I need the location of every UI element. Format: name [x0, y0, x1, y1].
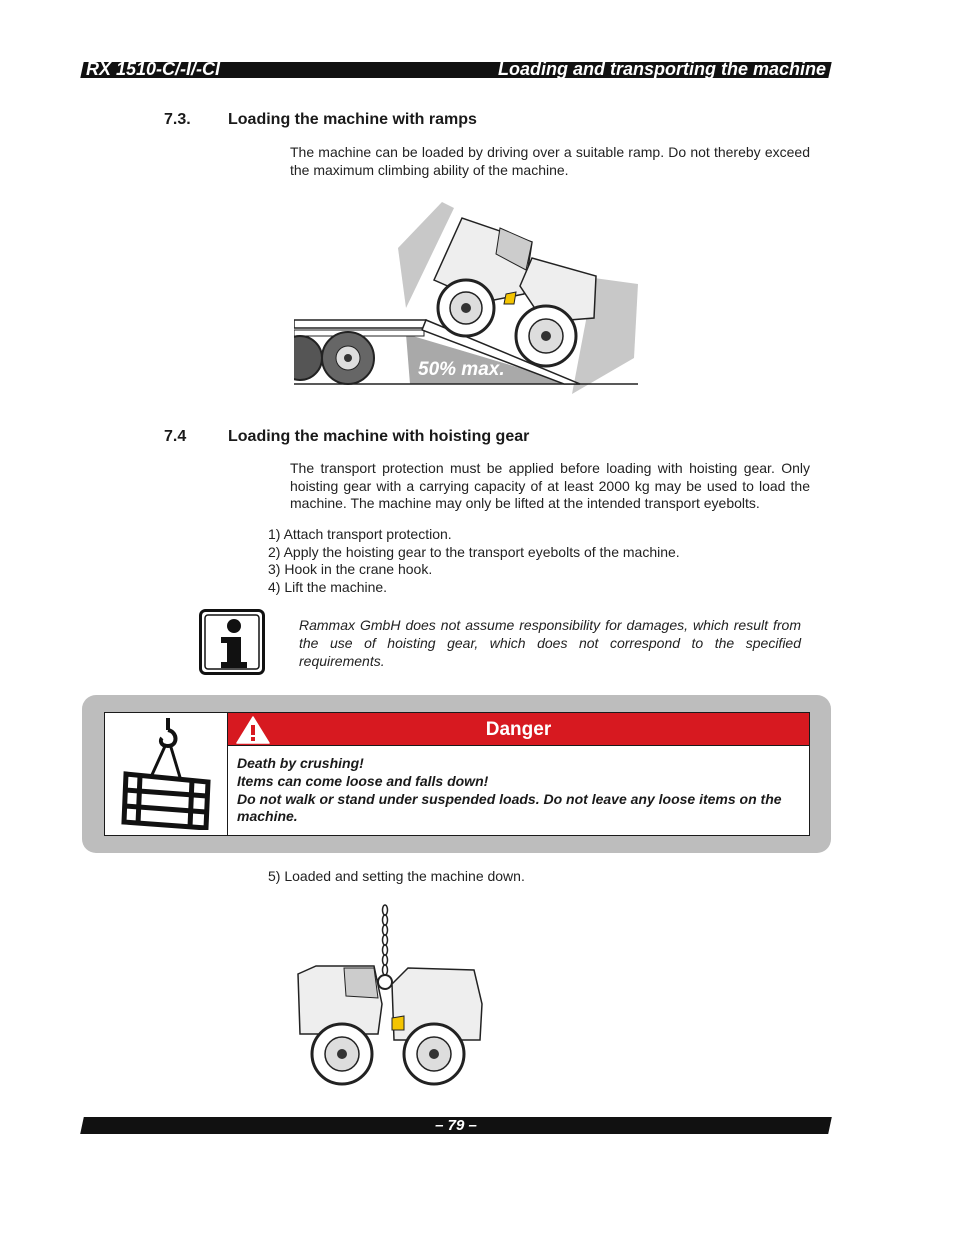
- hoisted-machine-figure: [294, 904, 490, 1090]
- section-number-hoist: 7.4: [164, 428, 187, 445]
- paragraph-hoist: The transport protection must be applied before loading with hoisting gear. Only hoisting gear with a carrying capacity of at least 2000 kg may be used to load the machine. The machine may only be lifted at the intended transport eyebolts.: [290, 460, 810, 511]
- info-icon: [199, 609, 265, 675]
- list-item: 2) Apply the hoisting gear to the transport eyebolts of the machine.: [268, 543, 680, 560]
- info-note: Rammax GmbH does not assume responsibility for damages, which result from the use of hoisting gear, which does not correspond to the specified requirements.: [299, 617, 801, 669]
- suspended-load-icon: [116, 716, 214, 830]
- section-number-ramps: 7.3.: [164, 111, 191, 128]
- section-title-hoist: Loading the machine with hoisting gear: [228, 428, 530, 445]
- list-item: 1) Attach transport protection.: [268, 526, 452, 542]
- danger-line: Items can come loose and falls down!: [237, 772, 489, 789]
- step-5: 5) Loaded and setting the machine down.: [268, 868, 525, 884]
- header-chapter: Loading and transporting the machine: [497, 59, 826, 79]
- slope-label: 50% max.: [418, 359, 505, 380]
- danger-text: [237, 755, 803, 826]
- steps-list: [268, 526, 680, 596]
- danger-line: Do not walk or stand under suspended loads. Do not leave any loose items on the machine.: [237, 790, 782, 825]
- header-model: RX 1510-C/-I/-CI: [86, 59, 221, 79]
- paragraph-ramps: The machine can be loaded by driving over a suitable ramp. Do not thereby exceed the maximum climbing ability of the machine.: [290, 144, 810, 178]
- list-item: 3) Hook in the crane hook.: [268, 561, 433, 577]
- section-title-ramps: Loading the machine with ramps: [228, 111, 477, 128]
- danger-line: Death by crushing!: [237, 755, 364, 771]
- list-item: 4) Lift the machine.: [268, 578, 388, 595]
- page-number: – 79 –: [435, 1117, 477, 1134]
- danger-title: Danger: [485, 719, 552, 740]
